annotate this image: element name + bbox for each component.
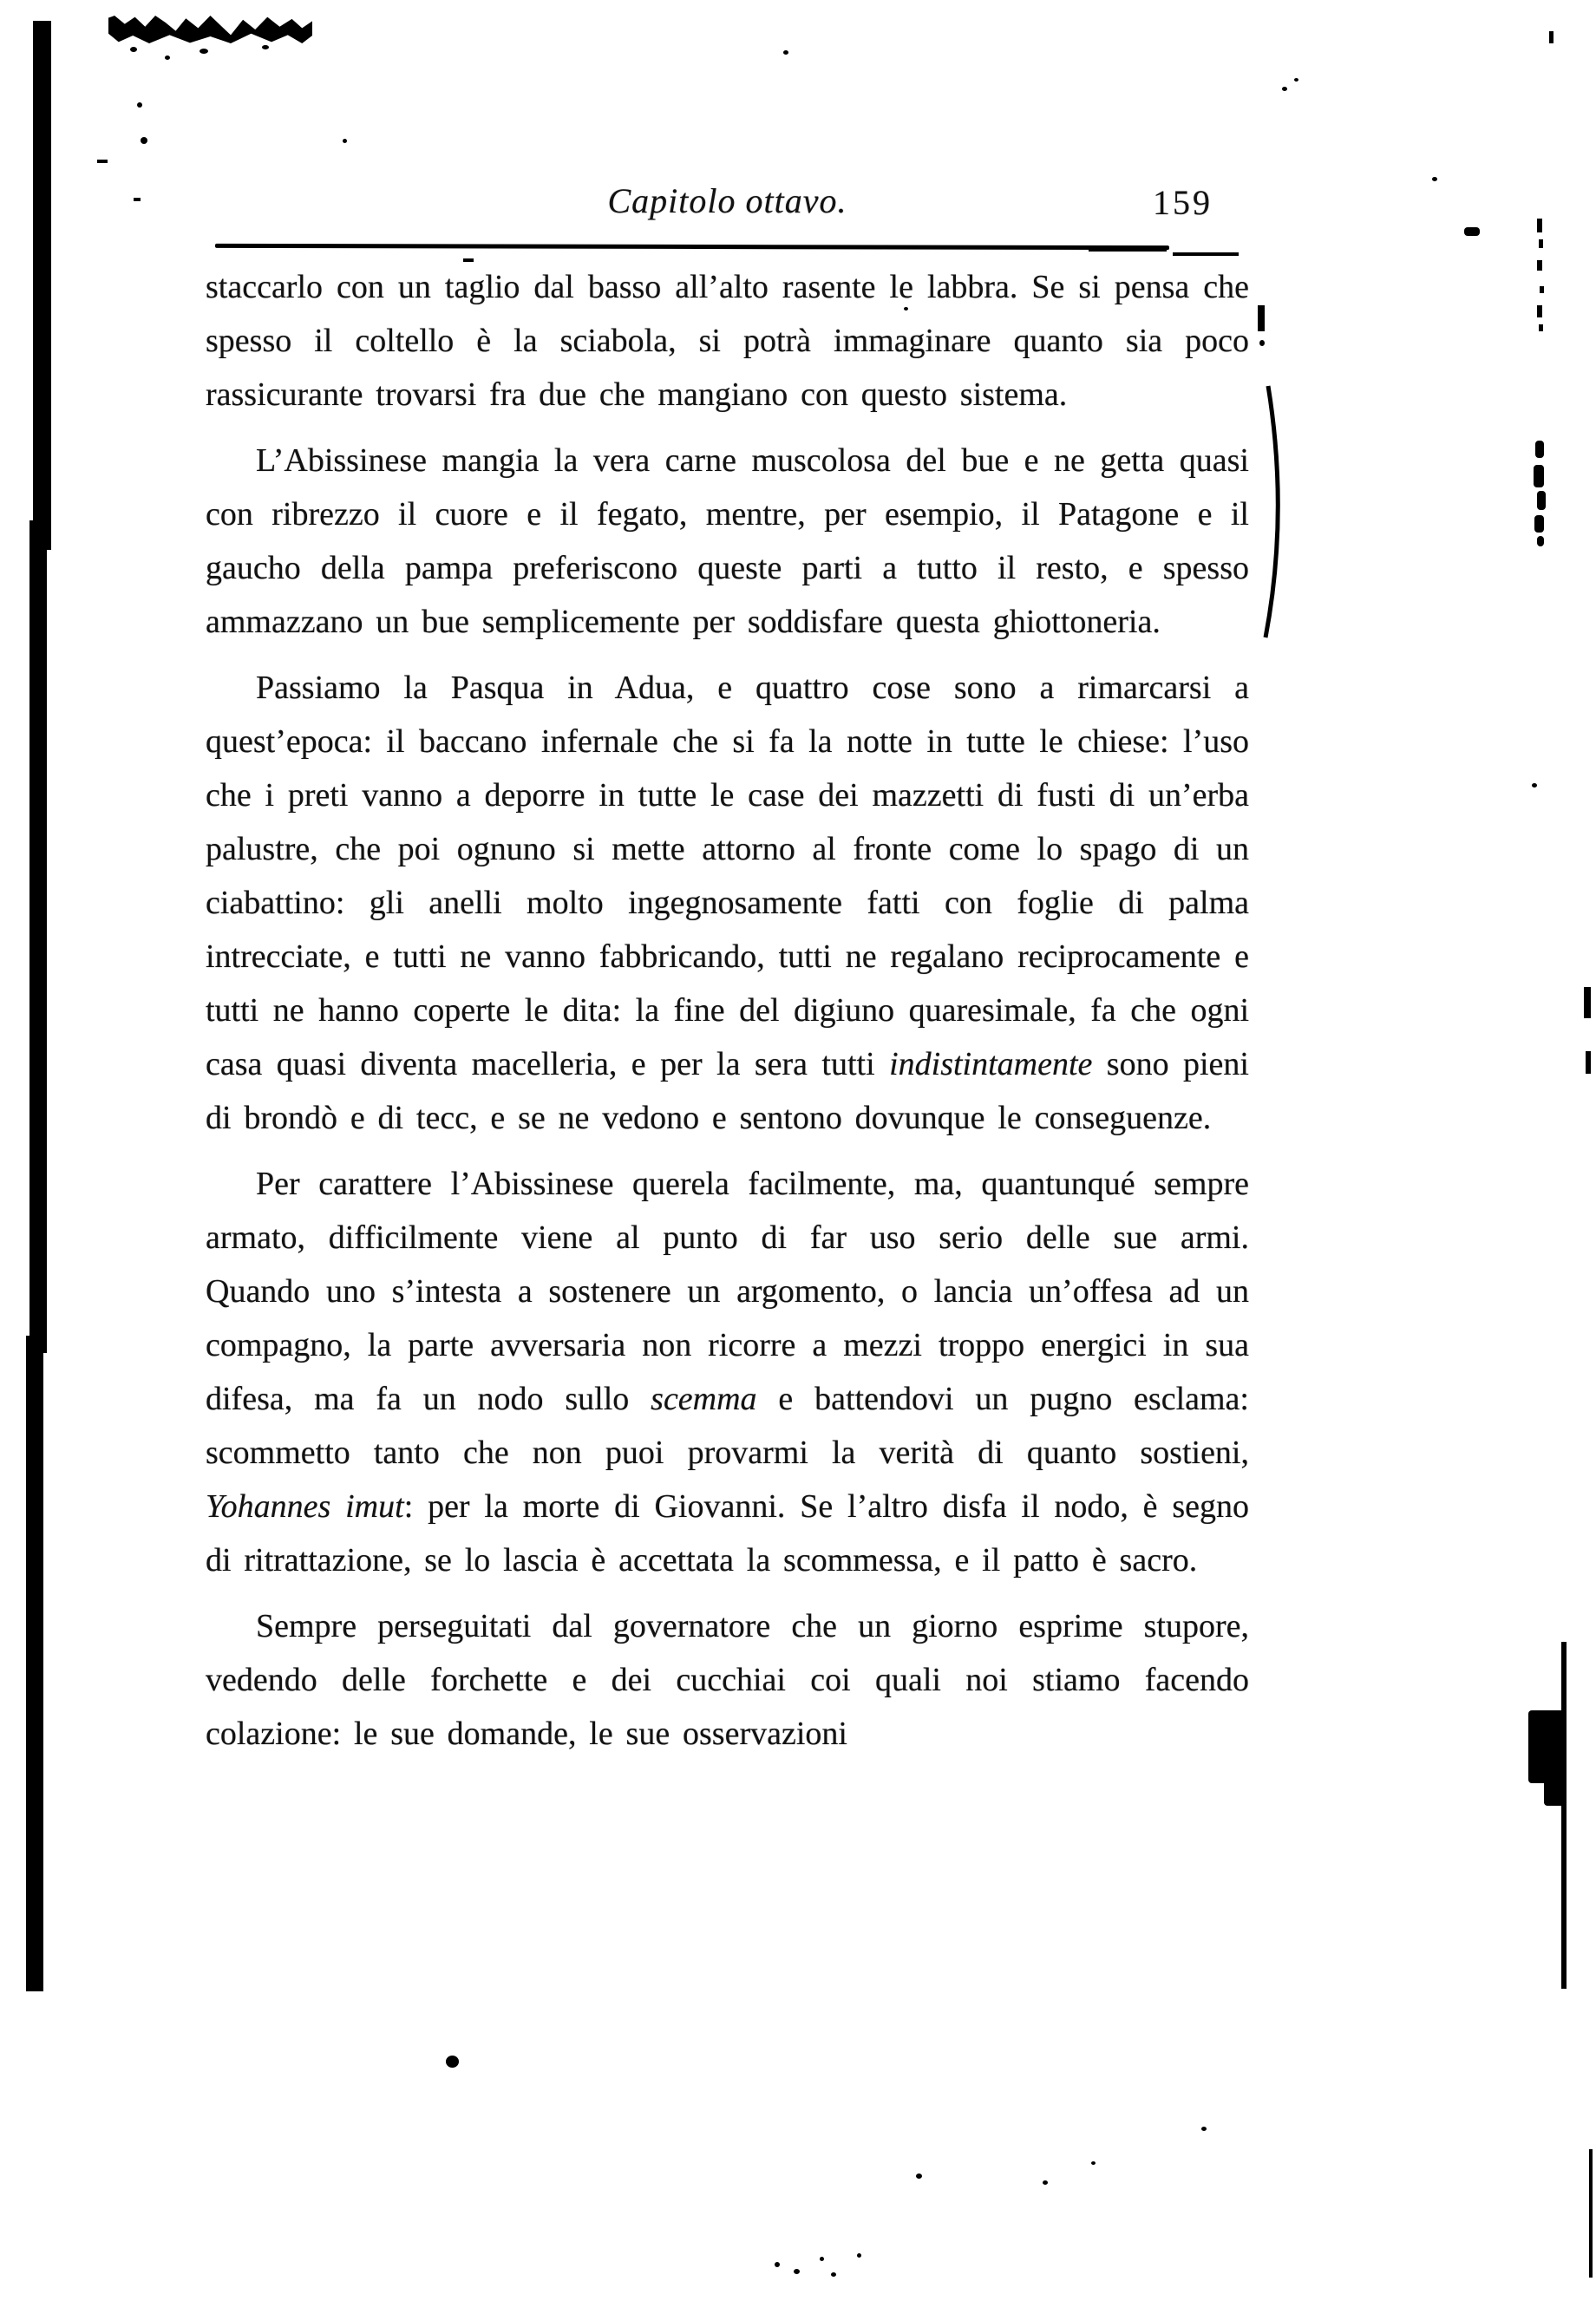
right-dotted-3 (1537, 260, 1542, 271)
italic-text-segment: scemma (651, 1381, 757, 1417)
right-edge-blob (1528, 1710, 1567, 1783)
header-rule-secondary (1173, 252, 1239, 256)
right-dotted-6 (1539, 324, 1543, 331)
text-segment: e battendovi un pugno esclama: scommetto tanto che non puoi provarmi la verità di quanto sostieni, (206, 1381, 1249, 1471)
italic-text-segment: indistintamente (889, 1046, 1093, 1082)
speck-left-1 (137, 102, 142, 108)
right-edge-mark-2 (1586, 1051, 1591, 1074)
right-dotted-5 (1537, 305, 1542, 317)
right-edge-mark-1 (1584, 987, 1591, 1018)
top-smudge-speck-1 (130, 47, 137, 52)
top-smudge-speck-2 (200, 49, 208, 54)
speck-top-right-2 (1294, 78, 1298, 82)
right-smudge-2 (1534, 465, 1544, 487)
text-segment: L’Abissinese mangia la vera carne muscolosa del bue e ne getta quasi con ribrezzo il cuore e il fegato, mentre, per esempio, il Patagone e il gaucho della pampa preferiscono queste parti a tutto il resto, e spesso ammazzano un bue semplicemente per soddisfare questa ghiottoneria. (206, 442, 1249, 640)
ink-curve-mark (1266, 386, 1278, 637)
bottom-speck-8 (1091, 2161, 1096, 2165)
body-text (206, 260, 1249, 1761)
chapter-title: Capitolo ottavo. (607, 181, 847, 220)
right-edge-blob-tail (1544, 1775, 1565, 1806)
left-edge-bar-bottom (26, 1336, 43, 1991)
speck-left-2 (141, 137, 147, 144)
blob-header-right (1464, 227, 1480, 236)
exclaim-mark-stem (1258, 305, 1265, 331)
left-edge-bar-top (33, 21, 51, 550)
right-dotted-1 (1537, 219, 1542, 232)
right-smudge-3 (1537, 491, 1546, 510)
header-rule-fragment (1089, 248, 1167, 252)
left-edge-bar-mid (29, 520, 47, 1353)
dash-left-1 (97, 160, 108, 163)
right-smudge-4 (1534, 515, 1544, 533)
bottom-speck-4 (831, 2272, 836, 2277)
bottom-speck-5 (857, 2253, 861, 2258)
bottom-speck-6 (916, 2173, 922, 2179)
paragraph (206, 1599, 1249, 1761)
right-smudge-5 (1537, 536, 1544, 546)
text-segment: staccarlo con un taglio dal basso all’alto rasente le labbra. Se si pensa che spesso il coltello è la sciabola, si potrà immaginare quanto sia poco rassicurante trovarsi fra due che mangiano con questo sistema. (206, 269, 1249, 413)
dash-left-3 (463, 258, 474, 262)
text-segment: Per carattere l’Abissinese querela facilmente, ma, quantunqué sempre armato, difficilmente viene al punto di far uso serio delle sue armi. Quando uno s’intesta a sostenere un argomento, o lancia un’offesa ad un compagno, la parte avversaria non ricorre a mezzi troppo energici in sua difesa, ma fa un nodo sullo (206, 1166, 1249, 1417)
top-smudge-speck-4 (165, 56, 170, 60)
italic-text-segment: Yohannes imut (206, 1488, 404, 1525)
right-dotted-4 (1540, 286, 1544, 293)
bottom-speck-9 (1201, 2127, 1207, 2131)
paragraph (206, 260, 1249, 422)
page-header (206, 180, 1249, 232)
bottom-speck-2 (794, 2269, 800, 2274)
dash-left-2 (134, 198, 141, 201)
speck-top-right-1 (1282, 87, 1287, 91)
paragraph (206, 434, 1249, 649)
text-segment: sono pieni di brondò e di tecc, e se ne vedono e sentono dovunque le conseguenze. (206, 1046, 1249, 1136)
text-segment: : per la morte di Giovanni. Se l’altro disfa il nodo, è segno di ritrattazione, se lo lascia è accettata la scommessa, e il patto è sacro. (206, 1488, 1249, 1579)
text-segment: Passiamo la Pasqua in Adua, e quattro cose sono a rimarcarsi a quest’epoca: il baccano infernale che si fa la notte in tutte le chiese: l’uso che i preti vanno a deporre in tutte le case dei mazzetti di fusti di un’erba palustre, che poi ognuno si mette attorno al fronte come lo spago di un ciabattino: gli anelli molto ingegnosamente fatti con foglie di palma intrecciate, e tutti ne vanno fabbricando, tutti ne regalano reciprocamente e tutti ne hanno coperte le dita: la fine del digiuno quaresimale, fa che ogni casa quasi diventa macelleria, e per la sera tutti (206, 670, 1249, 1082)
paragraph (206, 661, 1249, 1145)
header-rule (215, 244, 1169, 250)
bottom-speck-3 (820, 2257, 824, 2261)
paragraph (206, 1157, 1249, 1587)
page-number: 159 (1153, 183, 1213, 222)
bottom-speck-7 (1043, 2180, 1048, 2185)
right-edge-line (1561, 1642, 1567, 1989)
bottom-speck-1 (775, 2262, 780, 2267)
right-dotted-2 (1539, 239, 1543, 248)
speck-header-right-1 (1432, 177, 1437, 181)
center-dot-mark (446, 2056, 459, 2068)
right-edge-line-lower (1589, 2149, 1593, 2278)
exclaim-mark-dot (1259, 340, 1265, 346)
top-smudge-speck-3 (262, 45, 269, 49)
speck-right-margin-1 (1532, 783, 1537, 788)
speck-left-3 (343, 139, 347, 143)
speck-top-center (783, 50, 788, 55)
apostrophe-mark-top-right (1549, 31, 1553, 43)
top-edge-smudge (108, 16, 312, 43)
speck-mid-1 (904, 307, 908, 310)
right-smudge-1 (1535, 441, 1544, 458)
text-segment: Sempre perseguitati dal governatore che un giorno esprime stupore, vedendo delle forchette e dei cucchiai coi quali noi stiamo facendo colazione: le sue domande, le sue osservazioni (206, 1608, 1249, 1752)
